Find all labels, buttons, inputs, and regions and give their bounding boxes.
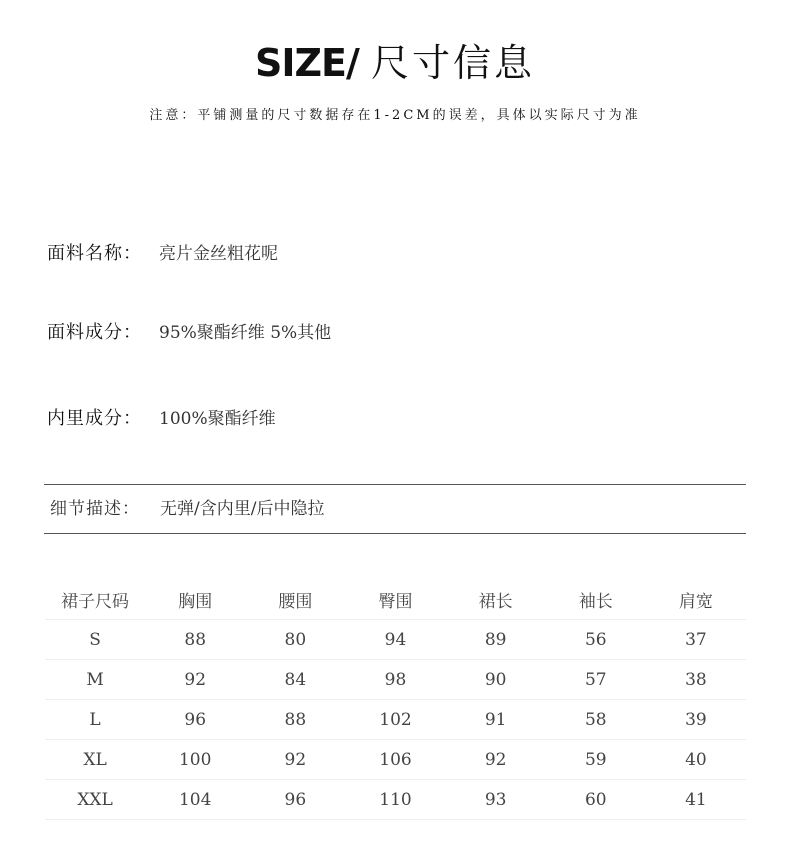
- lining-composition-label: 内里成分：: [47, 408, 142, 429]
- header-waist: 腰围: [278, 592, 313, 612]
- skirt-length-cell: 91: [446, 700, 546, 740]
- size-cell: S: [45, 620, 145, 660]
- table-row: [45, 700, 746, 740]
- page-title-english: SIZE/: [254, 41, 359, 85]
- sleeve-length-cell: 60: [546, 780, 646, 820]
- shoulder-width-cell: 40: [646, 740, 746, 780]
- skirt-length-cell: 93: [446, 780, 546, 820]
- hip-cell: 106: [345, 740, 445, 780]
- detail-label: 细节描述：: [50, 499, 140, 519]
- bust-cell: 88: [145, 620, 245, 660]
- waist-cell: 92: [245, 740, 345, 780]
- table-row: [45, 740, 746, 780]
- fabric-name-value: 亮片金丝粗花呢: [159, 244, 278, 264]
- hip-cell: 102: [345, 700, 445, 740]
- shoulder-width-cell: 37: [646, 620, 746, 660]
- waist-cell: 88: [245, 700, 345, 740]
- fabric-composition-label: 面料成分：: [47, 322, 142, 343]
- size-table-header-row: [45, 580, 746, 620]
- fabric-composition-value: 95%聚酯纤维 5%其他: [159, 323, 332, 343]
- skirt-length-cell: 90: [446, 660, 546, 700]
- sleeve-length-cell: 59: [546, 740, 646, 780]
- bust-cell: 100: [145, 740, 245, 780]
- table-row: [45, 660, 746, 700]
- lining-composition-value: 100%聚酯纤维: [159, 409, 276, 429]
- bust-cell: 104: [145, 780, 245, 820]
- fabric-name-label: 面料名称：: [47, 243, 142, 264]
- skirt-length-cell: 92: [446, 740, 546, 780]
- lining-composition-row: [47, 405, 276, 433]
- detail-description-box: [44, 484, 746, 534]
- header-bust: 胸围: [178, 592, 213, 612]
- shoulder-width-cell: 38: [646, 660, 746, 700]
- fabric-name-row: [47, 240, 278, 268]
- measurement-notice: 注意：平铺测量的尺寸数据存在1-2CM的误差，具体以实际尺寸为准: [149, 108, 641, 123]
- fabric-composition-row: [47, 319, 331, 347]
- header-shoulder-width: 肩宽: [678, 592, 713, 612]
- header-size: 裙子尺码: [61, 592, 130, 612]
- waist-cell: 80: [245, 620, 345, 660]
- size-cell: XXL: [45, 780, 145, 820]
- header-sleeve-length: 袖长: [578, 592, 613, 612]
- hip-cell: 94: [345, 620, 445, 660]
- table-row: [45, 780, 746, 820]
- page-title-chinese: 尺寸信息: [370, 41, 535, 85]
- hip-cell: 98: [345, 660, 445, 700]
- waist-cell: 84: [245, 660, 345, 700]
- waist-cell: 96: [245, 780, 345, 820]
- sleeve-length-cell: 56: [546, 620, 646, 660]
- size-cell: M: [45, 660, 145, 700]
- page-title: [0, 38, 790, 88]
- size-cell: L: [45, 700, 145, 740]
- hip-cell: 110: [345, 780, 445, 820]
- skirt-length-cell: 89: [446, 620, 546, 660]
- bust-cell: 92: [145, 660, 245, 700]
- sleeve-length-cell: 57: [546, 660, 646, 700]
- shoulder-width-cell: 39: [646, 700, 746, 740]
- size-table: [45, 580, 746, 820]
- header-skirt-length: 裙长: [478, 592, 513, 612]
- shoulder-width-cell: 41: [646, 780, 746, 820]
- detail-value: 无弹/含内里/后中隐拉: [160, 499, 325, 519]
- header-hip: 臀围: [378, 592, 413, 612]
- table-row: [45, 620, 746, 660]
- sleeve-length-cell: 58: [546, 700, 646, 740]
- size-cell: XL: [45, 740, 145, 780]
- bust-cell: 96: [145, 700, 245, 740]
